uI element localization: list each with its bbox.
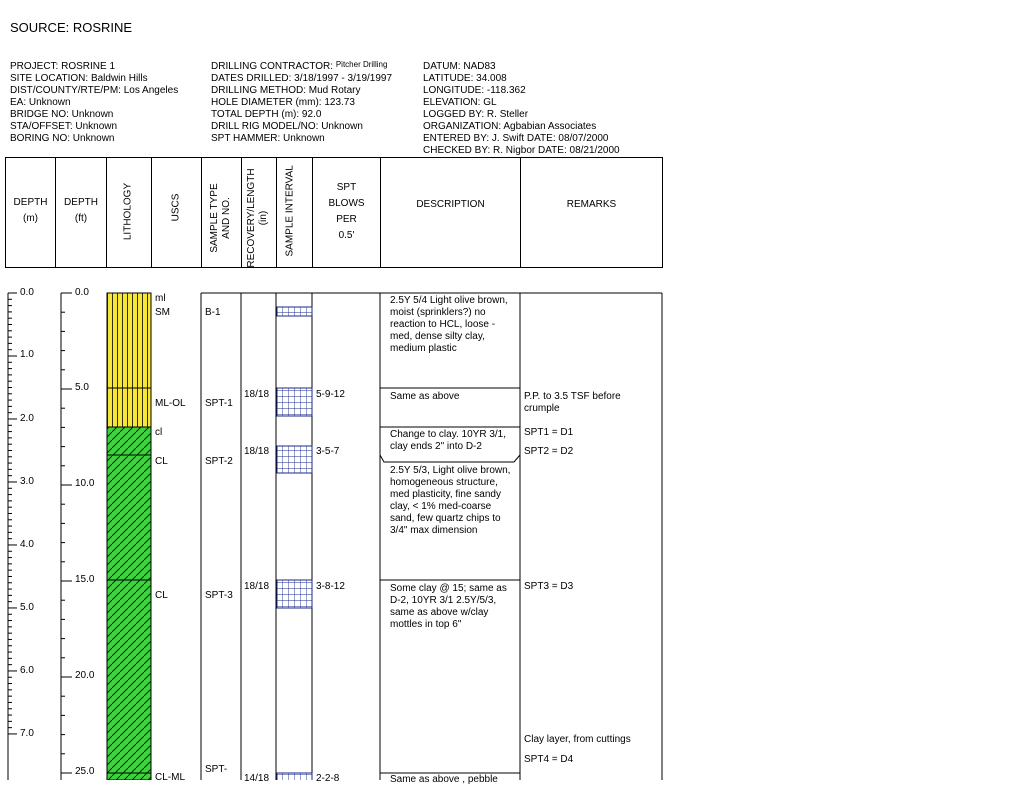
description-entry: Some clay @ 15; same as D-2, 10YR 3/1 2.5Y/5/3, same as above w/clay mottles in top 6" <box>390 583 507 630</box>
description-entry: Change to clay. 10YR 3/1, clay ends 2" into D-2 <box>390 429 506 452</box>
depth-scale-ft <box>61 293 72 780</box>
datum-line: DATUM: NAD83 <box>423 61 496 72</box>
header-spt-line2: BLOWS <box>328 198 365 209</box>
header-remarks: REMARKS <box>566 199 617 210</box>
header-recovery-line2: (in) <box>258 210 269 226</box>
depth-m-label: 7.0 <box>20 728 34 739</box>
uscs-label: SM <box>155 307 170 318</box>
header-recovery-line1: RECOVERY/LENGTH <box>246 168 257 268</box>
remark-entry: SPT3 = D3 <box>524 581 574 592</box>
spt-blows: 3-5-7 <box>316 446 340 457</box>
header-lithology: LITHOLOGY <box>122 182 134 241</box>
header-description: DESCRIPTION <box>416 199 485 210</box>
lithology-cl <box>107 427 151 780</box>
description-entry: Same as above , pebble <box>390 774 498 785</box>
depth-ft-label: 0.0 <box>75 287 89 298</box>
description-entry: Same as above <box>390 391 460 402</box>
site-location-line: SITE LOCATION: Baldwin Hills <box>10 73 148 84</box>
sample-id: SPT-2 <box>205 456 233 467</box>
uscs-label: CL <box>155 456 168 467</box>
depth-ft-label: 20.0 <box>75 670 95 681</box>
sample-interval-spt2 <box>277 446 312 473</box>
remark-entry: SPT2 = D2 <box>524 446 574 457</box>
header-spt-line4: 0.5' <box>338 230 355 241</box>
organization-line: ORGANIZATION: Agbabian Associates <box>423 121 597 132</box>
project-line: PROJECT: ROSRINE 1 <box>10 61 116 72</box>
boring-no-line: BORING NO: Unknown <box>10 133 115 144</box>
dates-drilled-line: DATES DRILLED: 3/18/1997 - 3/19/1997 <box>211 73 393 84</box>
header-depth-m-line2: (m) <box>23 213 38 224</box>
sample-id: SPT-1 <box>205 398 233 409</box>
sample-interval-spt3 <box>277 580 312 608</box>
depth-ft-label: 10.0 <box>75 478 95 489</box>
remark-entry: SPT4 = D4 <box>524 754 574 765</box>
uscs-label: ML-OL <box>155 398 186 409</box>
depth-ft-label: 15.0 <box>75 574 95 585</box>
depth-m-label: 2.0 <box>20 413 34 424</box>
drill-rig-line: DRILL RIG MODEL/NO: Unknown <box>211 121 363 132</box>
bridge-no-line: BRIDGE NO: Unknown <box>10 109 114 120</box>
sample-interval-spt1 <box>277 388 312 416</box>
depth-ft-label: 25.0 <box>75 766 95 777</box>
remark-entry: Clay layer, from cuttings <box>524 734 631 745</box>
source-title: SOURCE: ROSRINE <box>10 20 133 35</box>
description-separator <box>380 455 520 462</box>
depth-m-label: 5.0 <box>20 602 34 613</box>
contractor-label: DRILLING CONTRACTOR: <box>211 61 334 72</box>
elevation-line: ELEVATION: GL <box>423 97 497 108</box>
uscs-label: ml <box>155 293 166 304</box>
description-entry: 2.5Y 5/4 Light olive brown, moist (sprinklers?) no reaction to HCL, loose - med, dense silty clay, medium plastic <box>390 295 508 354</box>
header-depth-m-line1: DEPTH <box>13 197 48 208</box>
dist-county-line: DIST/COUNTY/RTE/PM: Los Angeles <box>10 85 179 96</box>
depth-ft-label: 5.0 <box>75 382 89 393</box>
sta-offset-line: STA/OFFSET: Unknown <box>10 121 118 132</box>
header-spt-line1: SPT <box>336 182 357 193</box>
uscs-label: CL <box>155 590 168 601</box>
drilling-method-line: DRILLING METHOD: Mud Rotary <box>211 85 361 96</box>
logged-by-line: LOGGED BY: R. Steller <box>423 109 529 120</box>
sample-interval-b1 <box>277 307 312 316</box>
header-depth-ft-line1: DEPTH <box>64 197 98 208</box>
entered-by-line: ENTERED BY: J. Swift DATE: 08/07/2000 <box>423 133 609 144</box>
longitude-line: LONGITUDE: -118.362 <box>423 85 526 96</box>
header-sample-type-line1: SAMPLE TYPE <box>209 183 220 253</box>
sample-recovery: 18/18 <box>244 446 270 457</box>
header-sample-type-line2: AND NO. <box>221 197 232 239</box>
sample-recovery: 18/18 <box>244 389 270 400</box>
sample-id: SPT-3 <box>205 590 233 601</box>
remark-entry: SPT1 = D1 <box>524 427 574 438</box>
depth-m-label: 6.0 <box>20 665 34 676</box>
header-depth-ft-line2: (ft) <box>74 213 88 224</box>
uscs-label: CL-ML <box>155 772 186 783</box>
checked-by-line: CHECKED BY: R. Nigbor DATE: 08/21/2000 <box>423 145 620 156</box>
depth-m-label: 1.0 <box>20 349 34 360</box>
ea-line: EA: Unknown <box>10 97 71 108</box>
depth-scale-m <box>8 293 17 780</box>
sample-recovery: 18/18 <box>244 581 270 592</box>
sample-id: B-1 <box>205 307 221 318</box>
depth-m-label: 0.0 <box>20 287 34 298</box>
hole-diameter-line: HOLE DIAMETER (mm): 123.73 <box>211 97 355 108</box>
header-uscs: USCS <box>170 193 182 222</box>
sample-interval-spt4 <box>277 773 312 780</box>
header-sample-interval: SAMPLE INTERVAL <box>284 165 296 257</box>
contractor-value: Pitcher Drilling <box>335 60 388 69</box>
total-depth-line: TOTAL DEPTH (m): 92.0 <box>211 109 322 120</box>
depth-m-label: 4.0 <box>20 539 34 550</box>
spt-blows: 3-8-12 <box>316 581 345 592</box>
spt-hammer-line: SPT HAMMER: Unknown <box>211 133 325 144</box>
remark-entry: P.P. to 3.5 TSF before crumple <box>524 391 621 414</box>
latitude-line: LATITUDE: 34.008 <box>423 73 507 84</box>
header-spt-line3: PER <box>336 214 357 225</box>
depth-m-label: 3.0 <box>20 476 34 487</box>
spt-blows: 5-9-12 <box>316 389 345 400</box>
sample-id: SPT- <box>205 764 228 775</box>
uscs-label: cl <box>155 427 163 438</box>
description-entry: 2.5Y 5/3, Light olive brown, homogeneous structure, med plasticity, fine sandy clay, < 1% med-coarse sand, few quartz chips to 3/4" max dimension <box>390 465 511 536</box>
lithology-ml <box>107 293 151 427</box>
spt-blows: 2-2-8 <box>316 773 340 784</box>
sample-recovery: 14/18 <box>244 773 270 784</box>
